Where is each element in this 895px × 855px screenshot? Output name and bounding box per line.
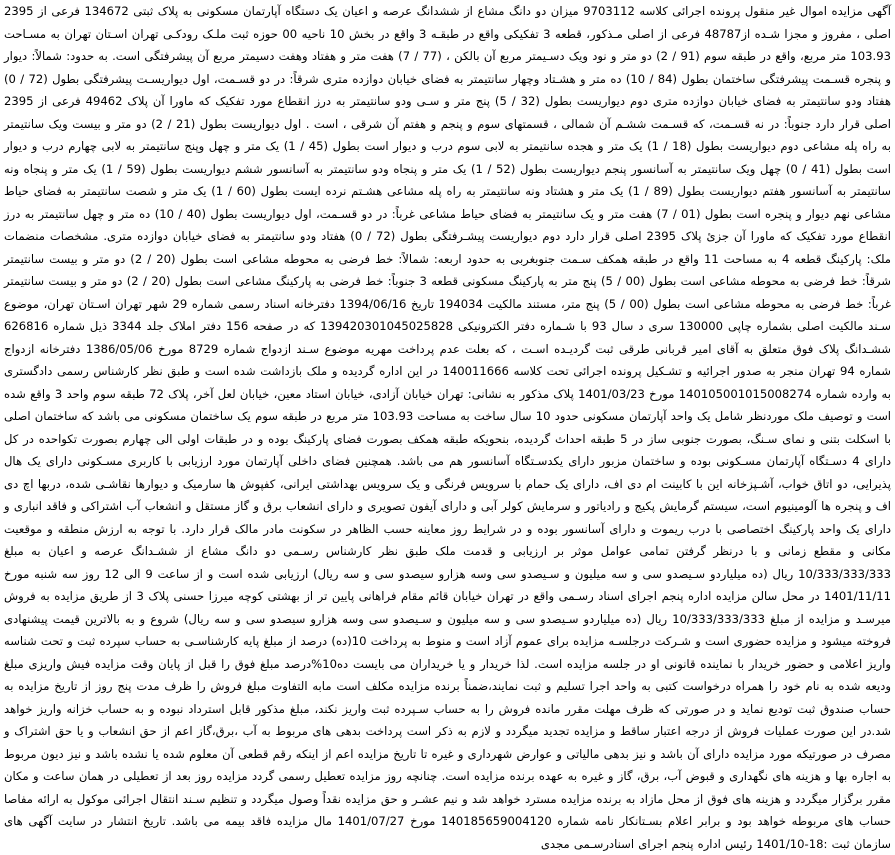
auction-notice-text: آگهی مزایده اموال غیر منقول پرونده اجرائی کلاسه 9703112 میزان دو دانگ مشاع از ششدانگ عرصه و اعیان یک دستگاه آپارتمان مسکونی به پلاک ثبتی 134672 فرعی از 2395 اصلی ، مفروز و مجزا شـده از48787 فرعی از اصلی مـذکور، قطعه 3 تفکیکی واقع در طبقـه 3 واقع در بخش 10 ناحیه 00 حوزه ثبت ملـک رودکـی تهران اسـتان تهران به مسـاحت 103.93 متر مربع، واقع در طبقه سوم (91 / 2) دو متر و نود ویک دسـیمتر مربع آن بالکن ، (77 / 7) هفت متر و هفتاد وهفت دسیمتر مربع آن پیشرفتگی است. به حدود: شمالاً: دیوار و پنجره قسـمت پیشرفتگی ساختمان بطول (84 / 10) ده متر و هشـتاد وچهار سانتیمتر به فضای خیابان دوازده متری شرقاً: در دو قسـمت، اول دیواریسـت پیشرفتگی بطول (72 / 0) هفتاد ودو سانتیمتر به فضای خیابان دوازده متری دوم دیواریست بطول (32 / 5) پنج متر و سـی ودو سانتیمتر به درز انقطاع مورد تفکیک که ماورا آن پلاک 49462 فرعی از 2395 اصلی قرار دارد جنوباً: در نه قسـمت، که قسـمت ششـم آن شمالی ، قسمتهای سوم و پنجم و هفتم آن شرقی ، است . اول دیواریست بطول (21 / 2) دو متر و بیست ویک سانتیمتر به راه پله مشاعی دوم دیواریست بطول (18 / 1) یک متر و هجده سانتیمتر به لابی سوم درب و دیوار است بطول (45 / 1) یک متر و چهل وپنج سانتیمتر به لابی چهارم درب و دیوار است بطول (41 / 0) چهل ویک سانتیمتر به آسانسور پنجم دیواریست بطول (52 / 1) یک متر و پنجاه ودو سانتیمتر به آسانسور ششم دیواریست بطول (59 / 1) یک متر و پنجاه ونه سانتیمتر به آسانسور هفتم دیواریست بطول (89 / 1) یک متر و هشتاد ونه سانتیمتر به راه پله مشاعی هشـتم نرده ایست بطول (60 / 1) یک متر و شصت سانتیمتر به فضای حیاط مشاعی نهم دیوار و پنجره است بطول (01 / 7) هفت متر و یک سانتیمتر به فضای حیاط مشاعی غرباً: در دو قسـمت، اول دیواریست بطول (40 / 10) ده متر و چهل سانتیمتر به درز انقطاع مورد تفکیک که ماورا آن جزئ پلاک 2395 اصلی قرار دارد دوم دیواریست پیشـرفتگی بطول (72 / 0) هفتاد ودو سانتیمتر به فضای خیابان دوازده متری. مشخصات منضمات ملک: پارکینگ قطعه 4 به مساحت 11 واقع در طبقه همکف سـمت جنوبغربی به حدود اربعه: شمالاً: خط فرضی به محوطه مشاعی است بطول (20 / 2) دو متر و بیست سانتیمتر شرقاً: خط فرضی به محوطه مشاعی است بطول (00 / 5) پنج متر به پارکینگ مسکونی قطعه 3 جنوباً: خط فرضی به پارکینگ مشاعی است بطول (20 / 2) دو متر و بیست سانتیمتر غرباً: خط فرضی به محوطه مشاعی است بطول (00 / 5) پنج متر، مستند مالکیت 194034 تاریخ 1394/06/16 دفترخانه اسناد رسمی شماره 29 شهر تهران اسـتان تهران، موضوع سـند مالکیت اصلی بشماره چاپی 130000 سری د سال 93 با شـماره دفتر الکترونیکی 139420301045025828 که در صفحه 156 دفتر املاک جلد 3344 ذیل شماره 626816 ششـدانگ پلاک فوق متعلق به آقای امیر قربانی طرقی ثبت گردیـده اسـت ، که بعلت عدم پرداخت مهریه موضوع سـند ازدواج شماره 8729 مورخ 1386/05/06 دفترخانه ازدواج شماره 94 تهران منجر به صدور اجرائیه و تشـکیل پرونده اجرائی تحت کلاسه 140011666 در این اداره گردیده و ملک بازداشت شده است و طبق نظر کارشناس رسمی دادگستری به وارده شماره 140105001015008274 مورخ 1401/03/23 پلاک مذکور به نشانی: تهران خیابان آزادی، خیابان استاد معین، خیابان لعل آخر، پلاک 72 طبقه سوم واحد 3 واقع شده است و توصیف ملک موردنظر شامل یک واحد آپارتمان مسکونی حدود 10 سال ساخت به مساحت 103.93 متر مربع در طبقه سوم یک ساختمان مسکونی می باشد که ساختمان اصلی با اسکلت بتنی و نمای سـنگ، بصورت جنوبی ساز در 5 طبقه احداث گردیده، بنحویکه طبقه همکف بصورت فضای پارکینگ بوده و در طبقات اولی الی چهارم بصورت تکواحده در کل دارای 4 دسـتگاه آپارتمان مسـکونی بوده و ساختمان مزبور دارای یکدسـتگاه آسانسور هم می باشد. همچنین فضای داخلی آپارتمان مورد ارزیابی با کاربری مسـکونی دارای یک هال پذیرایی، دو اتاق خواب، آشـپزخانه این با کابینت ام دی اف، دارای یک حمام با سرویس فرنگی و یک سرویس بهداشتی ایرانی، کفپوش ها سارمیک و دیوارها نقاشـی شده، دربها اچ دی اف و پنجره ها آلومینیوم است، سیستم گرمایش پکیج و رادیاتور و سرمایش کولر آبی و دارای آیفون تصویری و دارای انشعاب برق و گاز مستقل و انشعاب آب اشتراکی و فاقد انباری و دارای یک واحد پارکینگ اختصاصی با درب ریموت و دارای آسانسور بوده و در شرایط روز معاینه حسب الظاهر در سکونت مادر مالک قرار دارد. با توجه به ارزش منطقه و موقعیت مکانی و مقطع زمانی و با درنظر گرفتن تمامی عوامل موثر بر ارزیابی و قدمت ملک طبق نظر کارشناس رسـمی دو دانگ مشاع از ششـدانگ عرصه و اعیان به مبلغ 10/333/333/333 ریال (ده میلیاردو سـیصدو سی و سه میلیون و سـیصدو سی وسه هزارو سیصدو سی و سه ریال) ارزیابی شده است و از ساعت 9 الی 12 روز سه شنبه مورخ 1401/11/11 در محل سالن مزایده اداره پنجم اجرای اسناد رسـمی واقع در تهران خیابان قائم مقام فراهانی پایین تر از بهشتی کوچه میرزا حسنی پلاک 3 از طریق مزایده به فروش میرسـد و مزایده از مبلغ 10/333/333/333 ریال (ده میلیاردو سـیصدو سی و سه میلیون و سـیصدو سی وسه هزارو سیصدو سی و سه ریال) شروع و به بالاترین قیمت پیشنهادی فروخته میشود و مزایده حضوری است و شـرکت درجلسـه مزایده برای عموم آزاد است و منوط به پرداخت 10(ده) درصد از مبلغ پایه کارشناسـی به حساب سپرده ثبت و تحت شناسه واریز اعلامی و حضور خریدار با نماینده قانونی او در جلسه مزایده است. لذا خریدار و یا خریداران می بایست ده10%درصد مبلغ فوق را قبل از پایان وقت مزایده فیش واریزی مبلغ ودیعه شده به نام خود را همراه درخواست کتبی به واحد اجرا تسلیم و ثبت نمایند،ضمناً برنده مزایده مکلف است مابه التفاوت مبلغ فروش را ظرف مدت پنج روز از تاریخ مزایده به حساب صندوق ثبت تودیع نماید و در صورتی که ظرف مهلت مقرر مانده فروش را به حساب سـپرده ثبت واریز نکند، مبلغ مذکور قابل استرداد نبوده و به حساب خزانه واریز خواهد شد.در این صورت عملیات فروش از درجه اعتبار ساقط و مزایده تجدید میگردد و لازم به ذکر است پرداخت بدهی های مربوط به آب ،برق،گاز اعم از حق انشعاب و یا حق اشتراک و مصرف در صورتیکه مورد مزایده دارای آن باشد و نیز بدهی مالیاتی و عوارض شهرداری و غیره تا تاریخ مزایده اعم از اینکه رقم قطعی آن معلوم شده یا نشده باشد و نیز دیون مربوط به اجاره بها و هزینه های نگهداری و قبوض آب، برق، گاز و غیره به عهده برنده مزایده است. چنانچه روز مزایده تعطیل رسمی گردد مزایده روز بعد از تعطیلی در همان ساعت و مکان مقرر برگزار میگردد و هزینه های فوق از محل مازاد به برنده مزایده مسترد خواهد شد و نیم عشـر و حق مزایده نقداً وصول میگردد و تنظیم سـند انتقال اجرائی موکول به ارائه مفاصا حساب های مربوطه خواهد بود و برابر اعلام بسـتانکار نامه شماره 140185659004120 مورخ 1401/07/27 مال مزایده فاقد بیمه می باشد. تاریخ انتشار در سایت آگهی های سازمان ثبت :18-1401/10 رئیس اداره پنجم اجرای اسنادرسـمی مجدی xyxy=(4,4,892,851)
